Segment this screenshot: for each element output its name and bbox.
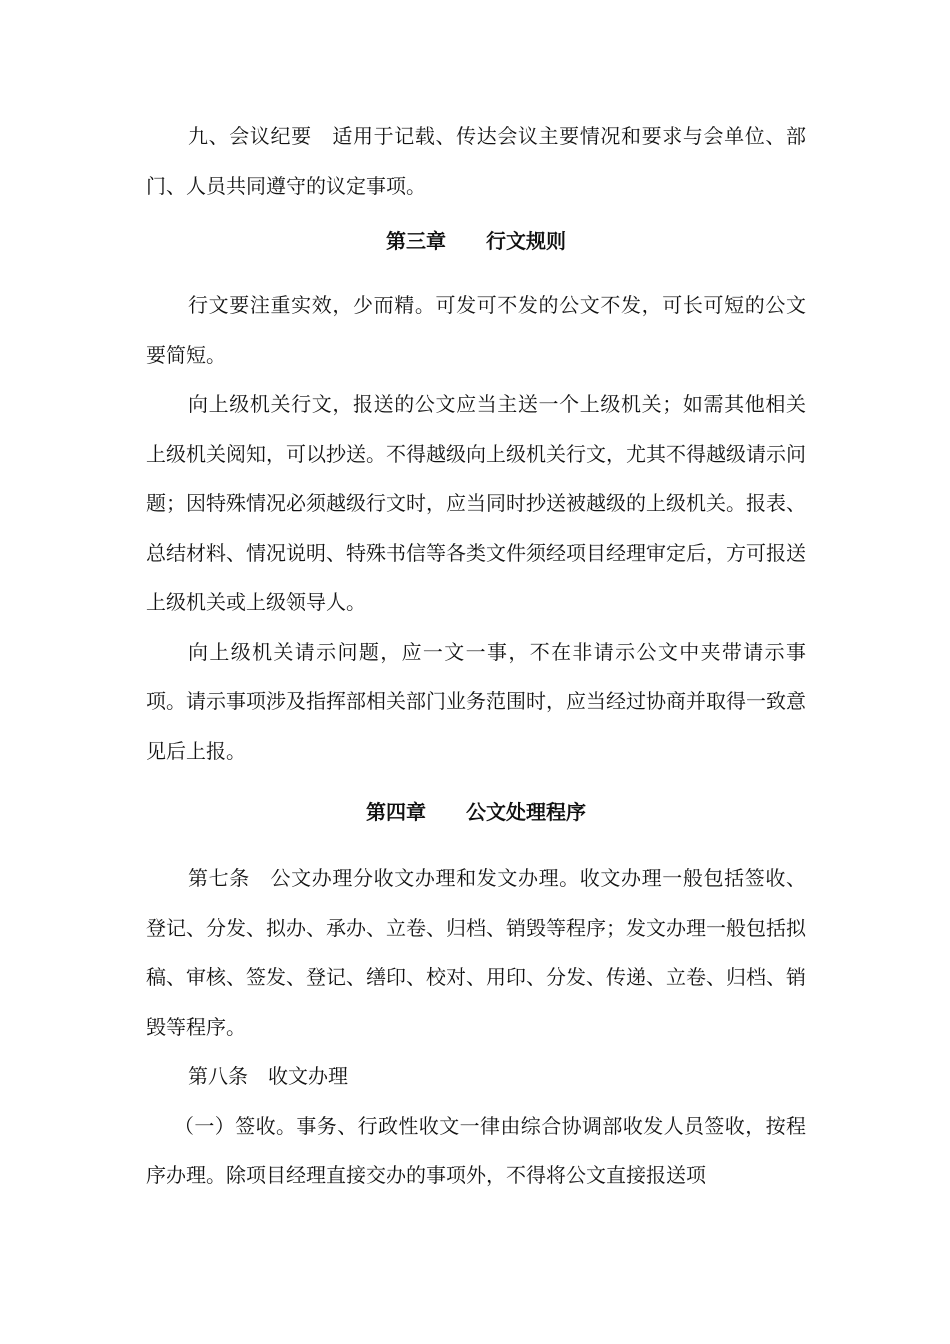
chapter-4-heading — [146, 790, 806, 842]
paragraph: 向上级机关请示问题，应一文一事，不在非请示公文中夹带请示事项。请示事项涉及指挥部相关部门业务范围时，应当经过协商并取得一致意见后上报。 — [146, 639, 806, 763]
chapter-3-heading — [146, 219, 806, 271]
chapter-number: 第四章 — [366, 800, 426, 824]
chapter-number: 第三章 — [386, 229, 446, 253]
article-8 — [146, 1052, 806, 1102]
chapter-title: 公文处理程序 — [466, 800, 586, 824]
paragraph: 行文要注重实效，少而精。可发可不发的公文不发，可长可短的公文要简短。 — [146, 293, 806, 367]
paragraph-text: 适用于记载、传达会议主要情况和要求与会单位、部门、人员共同遵守的议定事项。 — [146, 124, 807, 198]
article-lead: 第八条 — [188, 1064, 248, 1088]
article-7 — [146, 854, 806, 1052]
article-lead: 第七条 — [188, 866, 250, 890]
item-1: （一）签收。事务、行政性收文一律由综合协调部收发人员签收，按程序办理。除项目经理直接交办的事项外，不得将公文直接报送项 — [146, 1113, 806, 1187]
document-body — [146, 112, 806, 1201]
article-text: 收文办理 — [268, 1064, 348, 1088]
article-text: 公文办理分收文办理和发文办理。收文办理一般包括签收、登记、分发、拟办、承办、立卷、归档、销毁等程序；发文办理一般包括拟稿、审核、签发、登记、缮印、校对、用印、分发、传递、立卷、归档、销毁等程序。 — [146, 866, 807, 1039]
paragraph: 向上级机关行文，报送的公文应当主送一个上级机关；如需其他相关上级机关阅知，可以抄送。不得越级向上级机关行文，尤其不得越级请示问题；因特殊情况必须越级行文时，应当同时抄送被越级的上级机关。报表、总结材料、情况说明、特殊书信等各类文件须经项目经理审定后，方可报送上级机关或上级领导人。 — [146, 392, 806, 614]
paragraph-lead: 九、会议纪要 — [188, 124, 312, 148]
paragraph-meeting-minutes — [146, 112, 806, 211]
chapter-title: 行文规则 — [486, 229, 566, 253]
